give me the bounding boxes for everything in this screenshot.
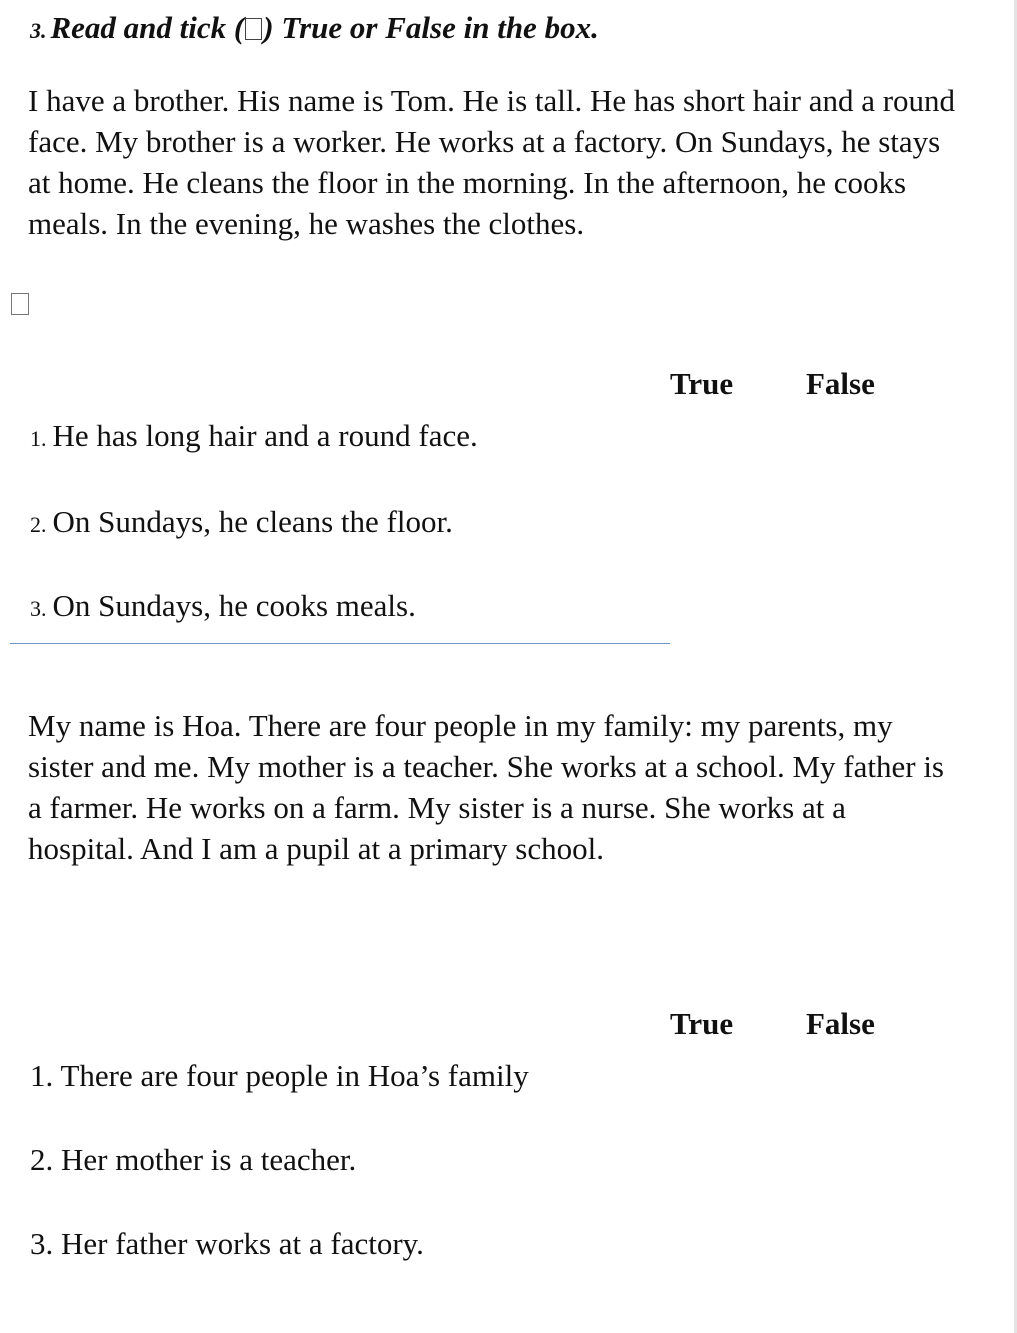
empty-checkbox-icon xyxy=(11,293,29,315)
section-divider xyxy=(10,643,670,644)
statement-number: 2. xyxy=(30,512,47,537)
statement-text: On Sundays, he cleans the floor. xyxy=(52,504,453,539)
tick-box-icon xyxy=(245,18,262,40)
section1-false-header: False xyxy=(806,366,875,401)
statement-text: He has long hair and a round face. xyxy=(52,418,478,453)
section1-statement-2 xyxy=(30,504,453,540)
section2-false-header: False xyxy=(806,1006,875,1041)
section2-statement-1: 1. There are four people in Hoa’s family xyxy=(30,1058,529,1093)
passage-hoa: My name is Hoa. There are four people in my family: my parents, my sister and me. My mother is a teacher. She works at a school. My father is a farmer. He works on a farm. My sister is a nurse. She works at a hospital. And I am a pupil at a primary school. xyxy=(28,708,944,866)
statement-number: 1. xyxy=(30,426,47,451)
exercise-title-after: ) True or False in the box. xyxy=(263,10,599,45)
exercise-number: 3. xyxy=(30,18,47,43)
exercise-heading xyxy=(30,10,599,46)
section1-statement-3 xyxy=(30,588,416,624)
passage-tom: I have a brother. His name is Tom. He is tall. He has short hair and a round face. My brother is a worker. He works at a factory. On Sundays, he stays at home. He cleans the floor in the morning. In the afternoon, he cooks meals. In the evening, he washes the clothes. xyxy=(28,83,956,241)
statement-number: 3. xyxy=(30,596,47,621)
exercise-title-before: Read and tick ( xyxy=(50,10,245,45)
section1-statement-1 xyxy=(30,418,478,454)
section2-statement-2: 2. Her mother is a teacher. xyxy=(30,1142,357,1177)
section2-statement-3: 3. Her father works at a factory. xyxy=(30,1226,424,1261)
section2-true-header: True xyxy=(670,1006,734,1041)
section1-true-header: True xyxy=(670,366,734,401)
statement-text: On Sundays, he cooks meals. xyxy=(52,588,416,623)
